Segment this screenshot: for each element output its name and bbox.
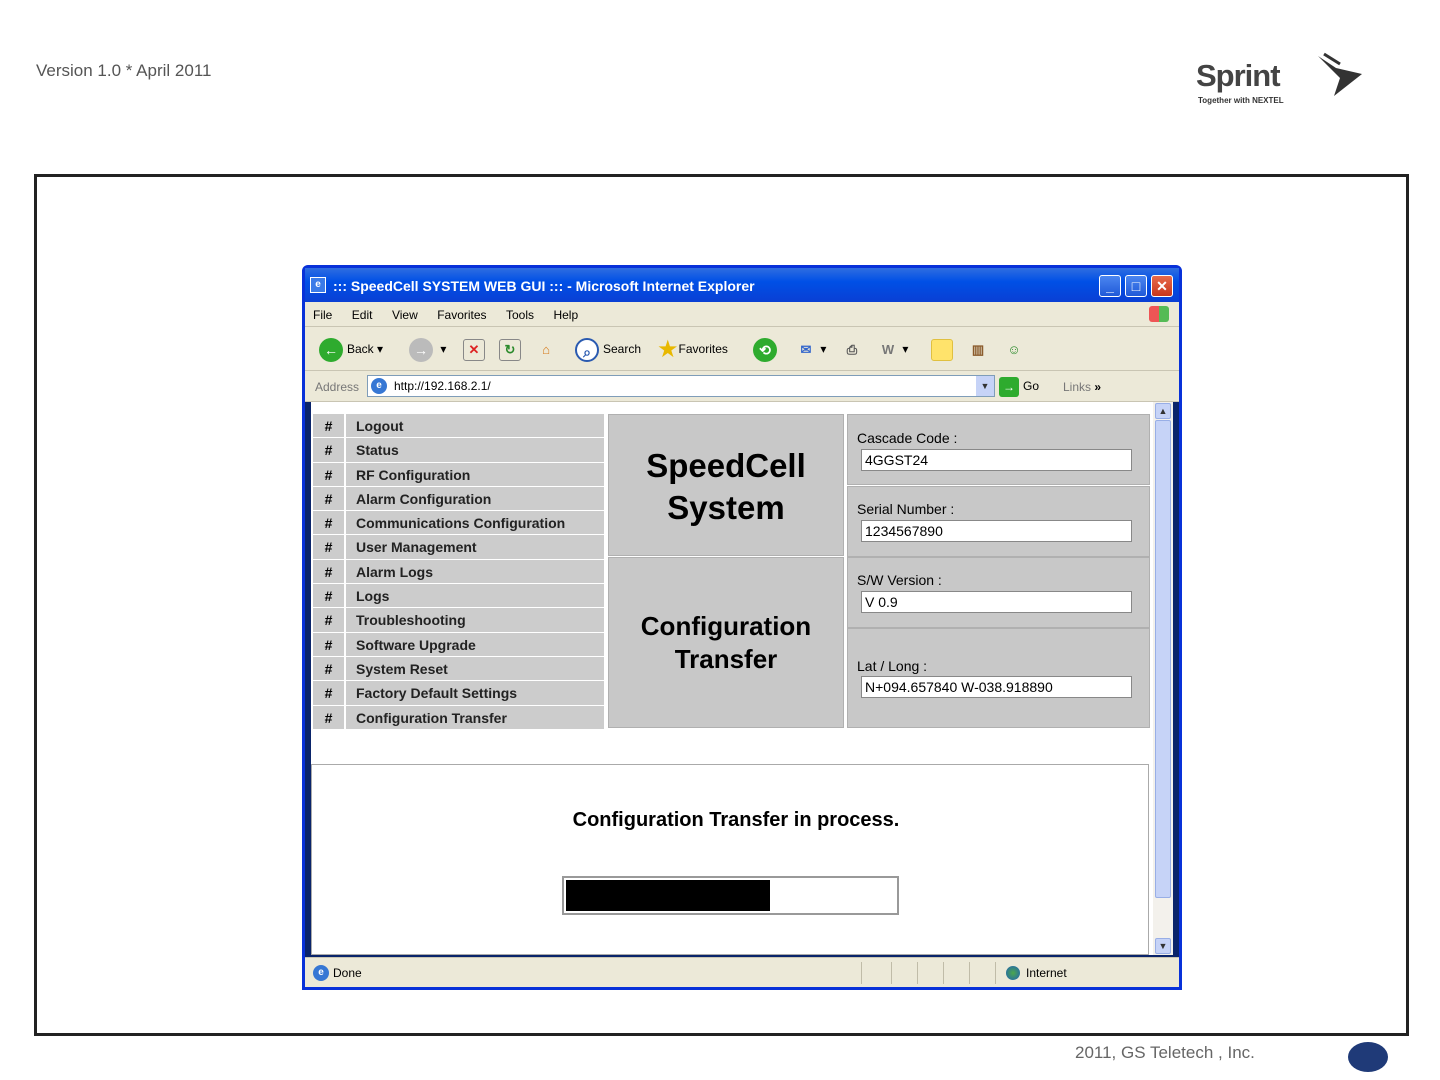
status-divider (891, 962, 892, 984)
version-label: Version 1.0 * April 2011 (36, 61, 212, 80)
favorites-label: Favorites (678, 342, 728, 356)
address-dropdown-icon[interactable]: ▼ (976, 376, 994, 396)
lat-long-panel (847, 628, 1150, 728)
nav-hash: # (313, 511, 346, 534)
status-bar (305, 957, 1179, 987)
serial-number-panel (847, 486, 1150, 557)
nav-item-logout[interactable] (313, 414, 604, 438)
progress-bar-fill (566, 880, 770, 911)
browser-window (302, 265, 1182, 990)
nav-label[interactable]: Software Upgrade (346, 633, 604, 656)
nav-item-alarm-configuration[interactable] (313, 487, 604, 511)
menu-view[interactable]: View (391, 308, 418, 322)
back-arrow-icon: ← (319, 338, 343, 362)
edit-icon: W (881, 341, 895, 357)
messenger-icon: ☺ (1007, 341, 1021, 357)
menu-help[interactable]: Help (553, 308, 579, 322)
page-done-icon: e (313, 965, 329, 981)
cascade-code-field[interactable]: 4GGST24 (861, 449, 1132, 471)
windows-logo-icon (1149, 306, 1169, 322)
progress-section (311, 764, 1149, 955)
home-icon: ⌂ (542, 341, 550, 357)
page-title-panel (608, 557, 844, 728)
nav-item-logs[interactable] (313, 584, 604, 608)
search-button[interactable] (575, 336, 641, 362)
go-button[interactable] (999, 375, 1039, 397)
nav-label[interactable]: User Management (346, 535, 604, 558)
serial-number-label: Serial Number : (857, 501, 955, 517)
nav-hash: # (313, 414, 346, 437)
stop-button[interactable] (463, 336, 485, 362)
close-button[interactable]: ✕ (1151, 275, 1173, 297)
scroll-up-icon[interactable]: ▲ (1155, 403, 1171, 419)
brand-tagline: Together with NEXTEL (1198, 96, 1284, 105)
scrollbar-thumb[interactable] (1155, 420, 1171, 898)
search-icon: ⌕ (575, 338, 599, 362)
history-icon: ⟲ (753, 338, 777, 362)
nav-hash: # (313, 706, 346, 729)
links-button[interactable]: Links » (1063, 380, 1102, 394)
nav-hash: # (313, 535, 346, 558)
nav-item-status[interactable] (313, 438, 604, 462)
nav-label[interactable]: Status (346, 438, 604, 461)
nav-label[interactable]: Troubleshooting (346, 608, 604, 631)
system-title-line2: System (667, 489, 785, 526)
system-title-panel (608, 414, 844, 556)
internet-zone-icon (1006, 966, 1020, 980)
page-icon: e (371, 378, 387, 394)
nav-hash: # (313, 633, 346, 656)
nav-label[interactable]: Alarm Configuration (346, 487, 604, 510)
page-content (311, 402, 1153, 955)
menu-file[interactable]: File (313, 308, 333, 322)
nav-item-communications-configuration[interactable] (313, 511, 604, 535)
search-label: Search (603, 342, 642, 356)
title-bar[interactable] (305, 268, 1179, 302)
back-label: Back (347, 342, 374, 356)
toolbar (305, 327, 1179, 371)
history-button[interactable] (753, 336, 781, 362)
sprint-swoosh-icon (1310, 52, 1370, 102)
address-url: http://192.168.2.1/ (394, 379, 491, 393)
address-bar (305, 371, 1179, 402)
nav-label[interactable]: RF Configuration (346, 463, 604, 486)
status-divider (861, 962, 862, 984)
scroll-down-icon[interactable]: ▼ (1155, 938, 1171, 954)
nav-item-system-reset[interactable] (313, 657, 604, 681)
mail-button[interactable]: ✉ ▾ (795, 336, 826, 362)
cascade-code-label: Cascade Code : (857, 430, 958, 446)
print-icon: ⎙ (846, 341, 858, 357)
vertical-scrollbar[interactable] (1153, 402, 1173, 955)
page-indicator (1348, 1042, 1388, 1072)
note-icon (931, 339, 953, 361)
stop-icon: ✕ (463, 339, 485, 361)
sw-version-field[interactable]: V 0.9 (861, 591, 1132, 613)
books-icon: ▥ (971, 341, 985, 357)
nav-label[interactable]: Communications Configuration (346, 511, 604, 534)
progress-bar (562, 876, 899, 915)
forward-arrow-icon: → (409, 338, 433, 362)
menu-edit[interactable]: Edit (351, 308, 373, 322)
ie-icon: e (310, 277, 326, 293)
discuss-button[interactable] (931, 336, 953, 362)
sw-version-panel (847, 557, 1150, 628)
forward-button[interactable]: → ▾ (409, 336, 446, 362)
cascade-code-panel (847, 414, 1150, 485)
nav-label[interactable]: Alarm Logs (346, 560, 604, 583)
favorites-button[interactable] (657, 336, 728, 362)
maximize-button[interactable]: □ (1125, 275, 1147, 297)
nav-hash: # (313, 463, 346, 486)
nav-hash: # (313, 487, 346, 510)
links-label: Links (1063, 380, 1092, 394)
nav-item-alarm-logs[interactable] (313, 560, 604, 584)
lat-long-field[interactable]: N+094.657840 W-038.918890 (861, 676, 1132, 698)
nav-item-rf-configuration[interactable] (313, 463, 604, 487)
address-label: Address (315, 380, 360, 394)
status-divider (969, 962, 970, 984)
nav-item-configuration-transfer[interactable] (313, 706, 604, 730)
zone-text: Internet (1026, 966, 1067, 980)
window-title: ::: SpeedCell SYSTEM WEB GUI ::: - Microsoft Internet Explorer (333, 278, 755, 294)
nav-item-user-management[interactable] (313, 535, 604, 559)
edit-button[interactable]: W ▾ (877, 336, 908, 362)
status-divider (917, 962, 918, 984)
lat-long-label: Lat / Long : (857, 658, 928, 674)
menu-favorites[interactable]: Favorites (437, 308, 487, 322)
page-title-line1: Configuration (640, 611, 812, 641)
messenger-button[interactable] (1003, 336, 1025, 362)
nav-label[interactable]: Logout (346, 414, 604, 437)
nav-hash: # (313, 681, 346, 704)
system-title-line1: SpeedCell (646, 447, 806, 484)
nav-hash: # (313, 608, 346, 631)
nav-menu (313, 414, 604, 730)
menu-bar (305, 302, 1179, 327)
home-button[interactable] (535, 336, 557, 362)
nav-label[interactable]: Factory Default Settings (346, 681, 604, 704)
back-button[interactable]: ← Back ▾ (319, 336, 383, 362)
nav-item-troubleshooting[interactable] (313, 608, 604, 632)
sw-version-label: S/W Version : (857, 572, 942, 588)
brand-name: Sprint (1196, 58, 1280, 93)
copyright-label: 2011, GS Teletech , Inc. (1075, 1043, 1255, 1062)
nav-label[interactable]: System Reset (346, 657, 604, 680)
go-arrow-icon: → (999, 377, 1019, 397)
serial-number-field[interactable]: 1234567890 (861, 520, 1132, 542)
research-button[interactable] (967, 336, 989, 362)
minimize-button[interactable]: _ (1099, 275, 1121, 297)
nav-hash: # (313, 438, 346, 461)
page-title-line2: Transfer (674, 644, 778, 674)
go-label: Go (1023, 379, 1040, 393)
nav-label[interactable]: Configuration Transfer (346, 706, 604, 729)
sprint-logo (1196, 52, 1366, 112)
mail-icon: ✉ (800, 341, 812, 357)
nav-hash: # (313, 560, 346, 583)
progress-message: Configuration Transfer in process. (572, 809, 900, 831)
nav-hash: # (313, 657, 346, 680)
refresh-button[interactable] (499, 336, 521, 362)
nav-hash: # (313, 584, 346, 607)
favorites-star-icon: ★ (657, 335, 679, 363)
status-divider (995, 962, 996, 984)
address-input[interactable] (367, 375, 995, 397)
print-button[interactable] (841, 336, 863, 362)
nav-item-factory-default-settings[interactable] (313, 681, 604, 705)
nav-label[interactable]: Logs (346, 584, 604, 607)
nav-item-software-upgrade[interactable] (313, 633, 604, 657)
refresh-icon: ↻ (499, 339, 521, 361)
status-text: Done (333, 966, 362, 980)
status-divider (943, 962, 944, 984)
menu-tools[interactable]: Tools (506, 308, 535, 322)
